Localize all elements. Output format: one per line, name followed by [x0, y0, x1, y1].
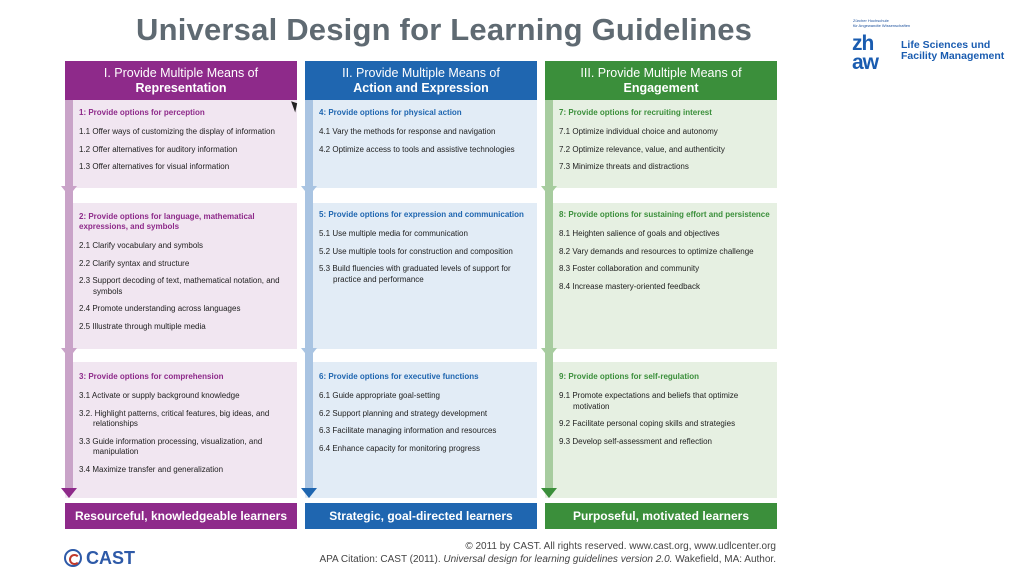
- checkpoint-item: 6.1 Guide appropriate goal-setting: [319, 391, 440, 400]
- checkpoint-item: 7.2 Optimize relevance, value, and authenticity: [559, 144, 725, 154]
- checkpoint-item: 8.4 Increase mastery-oriented feedback: [559, 281, 700, 291]
- zhaw-logo: [850, 18, 1020, 78]
- down-arrow-icon: [541, 186, 557, 196]
- checkpoint-item: 2.5 Illustrate through multiple media: [79, 321, 206, 331]
- cast-logo-word: CAST: [86, 547, 135, 568]
- checkpoint-item: 5.3 Build fluencies with graduated levels of support for practice and performance: [319, 264, 511, 284]
- guideline-heading: 9: Provide options for self-regulation: [559, 372, 700, 381]
- checkpoint-item: 2.2 Clarify syntax and structure: [79, 258, 190, 268]
- column-header-action-expression: [305, 61, 537, 100]
- checkpoint-item: 3.1 Activate or supply background knowledge: [79, 391, 240, 400]
- citation-suffix: Wakefield, MA: Author.: [672, 554, 776, 565]
- citation-title: Universal design for learning guidelines version 2.0.: [443, 554, 673, 565]
- checkpoint-item: 4.1 Vary the methods for response and navigation: [319, 127, 496, 136]
- down-arrow-icon: [61, 488, 77, 498]
- guideline-section: [79, 372, 291, 482]
- checkpoint-item: 5.2 Use multiple tools for construction and composition: [319, 246, 513, 256]
- checkpoint-item: 6.3 Facilitate managing information and resources: [319, 426, 497, 435]
- footer-representation: Resourceful, knowledgeable learners: [65, 503, 297, 529]
- column-header-representation: [65, 61, 297, 100]
- checkpoint-item: 1.3 Offer alternatives for visual information: [79, 162, 230, 171]
- guideline-section: [319, 108, 531, 162]
- page-title: Universal Design for Learning Guidelines: [136, 12, 753, 47]
- checkpoint-item: 1.1 Offer ways of customizing the display of information: [79, 127, 275, 136]
- logo-department-text: [901, 40, 1004, 62]
- guideline-section: [559, 372, 771, 454]
- checkpoint-item: 6.2 Support planning and strategy development: [319, 408, 488, 418]
- down-arrow-icon: [301, 186, 317, 196]
- checkpoint-item: 5.1 Use multiple media for communication: [319, 229, 468, 238]
- checkpoint-item: 2.4 Promote understanding across languages: [79, 304, 241, 313]
- cast-logo-icon: [64, 549, 82, 567]
- down-arrow-icon: [61, 186, 77, 196]
- header-line1: II. Provide Multiple Means of: [342, 65, 500, 80]
- checkpoint-item: 9.2 Facilitate personal coping skills and strategies: [559, 419, 736, 428]
- column-engagement: [545, 100, 777, 498]
- header-line1: I. Provide Multiple Means of: [103, 65, 259, 80]
- header-line2: Representation: [135, 80, 227, 95]
- citation-prefix: APA Citation: CAST (2011).: [319, 554, 444, 565]
- checkpoint-item: 9.3 Develop self-assessment and reflection: [559, 436, 712, 446]
- guideline-heading: 5: Provide options for expression and communication: [319, 210, 524, 219]
- down-arrow-icon: [301, 488, 317, 498]
- checkpoint-item: 2.3 Support decoding of text, mathematical notation, and symbols: [79, 276, 280, 296]
- column-header-engagement: [545, 61, 777, 100]
- column-arrow-stem: [545, 100, 553, 488]
- logo-department-line2: Facility Management: [901, 50, 1005, 62]
- logo-department-line1: Life Sciences und: [901, 39, 991, 51]
- guideline-section: [319, 372, 531, 461]
- column-arrow-stem: [305, 100, 313, 488]
- column-arrow-stem: [65, 100, 73, 488]
- checkpoint-item: 7.3 Minimize threats and distractions: [559, 162, 689, 171]
- cast-logo: [64, 546, 135, 570]
- guideline-section: [79, 212, 291, 339]
- guideline-heading: 2: Provide options for language, mathematical expressions, and symbols: [79, 212, 255, 231]
- guideline-heading: 7: Provide options for recruiting interest: [559, 108, 712, 117]
- column-action-expression: [305, 100, 537, 498]
- guideline-heading: 3: Provide options for comprehension: [79, 372, 224, 381]
- checkpoint-item: 8.3 Foster collaboration and community: [559, 264, 700, 273]
- guideline-heading: 1: Provide options for perception: [79, 108, 205, 117]
- column-representation: [65, 100, 297, 498]
- down-arrow-icon: [301, 348, 317, 358]
- logo-mark: zh aw: [852, 32, 879, 74]
- checkpoint-item: 3.2. Highlight patterns, critical features, big ideas, and relationships: [79, 408, 270, 428]
- checkpoint-item: 2.1 Clarify vocabulary and symbols: [79, 241, 204, 250]
- guideline-heading: 4: Provide options for physical action: [319, 108, 462, 117]
- checkpoint-item: 1.2 Offer alternatives for auditory information: [79, 144, 238, 154]
- checkpoint-item: 8.2 Vary demands and resources to optimize challenge: [559, 246, 754, 256]
- down-arrow-icon: [541, 488, 557, 498]
- guideline-section: [559, 210, 771, 299]
- citation-text: [319, 554, 776, 566]
- footer-action-expression: Strategic, goal-directed learners: [305, 503, 537, 529]
- checkpoint-item: 6.4 Enhance capacity for monitoring progress: [319, 443, 480, 453]
- header-line2: Action and Expression: [353, 80, 489, 95]
- guideline-section: [559, 108, 771, 180]
- checkpoint-item: 3.4 Maximize transfer and generalization: [79, 464, 224, 474]
- header-line2: Engagement: [623, 80, 699, 95]
- checkpoint-item: 4.2 Optimize access to tools and assistive technologies: [319, 144, 515, 154]
- down-arrow-icon: [61, 348, 77, 358]
- checkpoint-item: 7.1 Optimize individual choice and autonomy: [559, 127, 718, 136]
- checkpoint-item: 9.1 Promote expectations and beliefs that optimize motivation: [559, 391, 739, 411]
- down-arrow-icon: [541, 348, 557, 358]
- guideline-section: [319, 210, 531, 292]
- guideline-heading: 8: Provide options for sustaining effort and persistence: [559, 210, 770, 219]
- guideline-heading: 6: Provide options for executive functions: [319, 372, 479, 381]
- logo-institution-text: Zürcher Hochschule für Angewandte Wissenschaften: [853, 18, 911, 28]
- guideline-section: [79, 108, 291, 180]
- copyright-text: © 2011 by CAST. All rights reserved. www.cast.org, www.udlcenter.org: [465, 541, 776, 552]
- footer-engagement: Purposeful, motivated learners: [545, 503, 777, 529]
- checkpoint-item: 3.3 Guide information processing, visualization, and manipulation: [79, 436, 263, 456]
- checkpoint-item: 8.1 Heighten salience of goals and objectives: [559, 229, 720, 238]
- header-line1: III. Provide Multiple Means of: [580, 65, 742, 80]
